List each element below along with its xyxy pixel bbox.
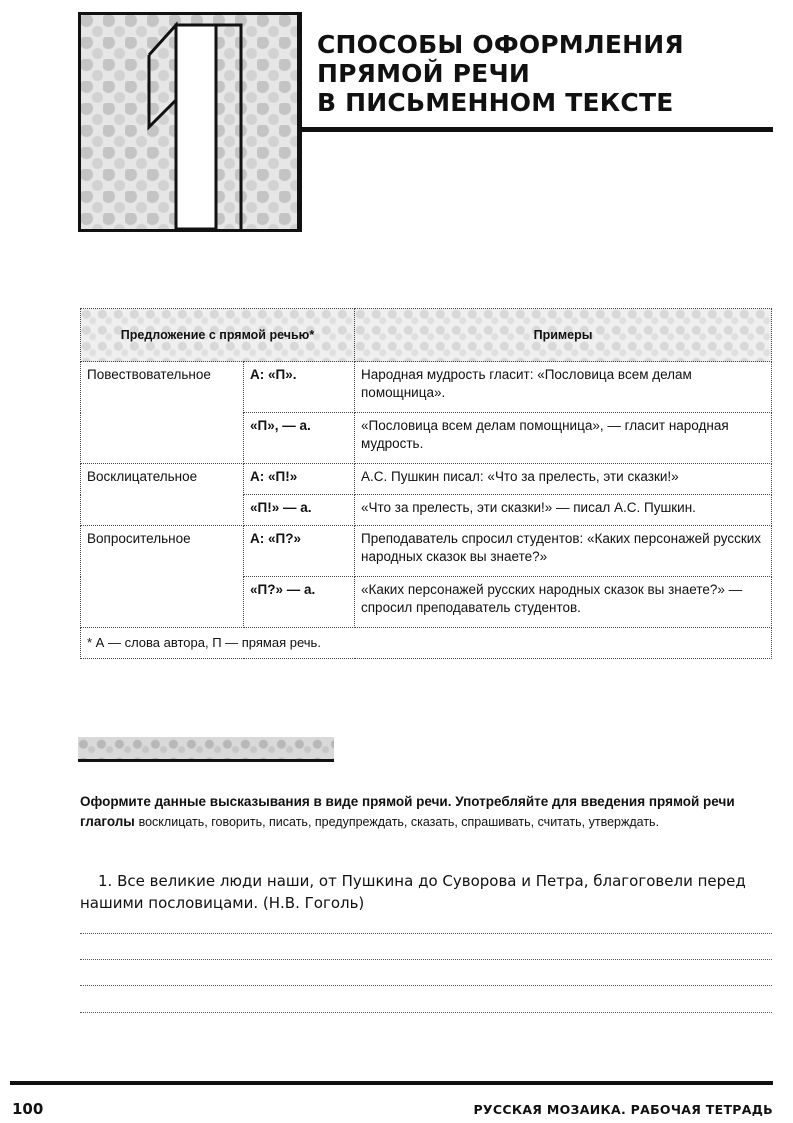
pattern-cell: «П?» — а. <box>244 577 355 628</box>
table-footnote-row <box>81 628 772 659</box>
instruction-verbs-text: восклицать, говорить, писать, предупреждать, сказать, спрашивать, считать, утверждать. <box>138 815 660 829</box>
exercise-band-rule <box>78 759 334 762</box>
pattern-cell: А: «П!» <box>244 464 355 495</box>
chapter-title-line-1: СПОСОБЫ ОФОРМЛЕНИЯ <box>317 30 684 59</box>
answer-line[interactable] <box>80 959 772 960</box>
sentence-type-cell: Вопросительное <box>81 526 244 628</box>
table-header-row <box>81 309 772 362</box>
instruction-bold-text: Оформите данные высказывания в виде прямой речи. Употребляйте для введения прямой речи глаголы <box>80 794 735 829</box>
pattern-cell: «П!» — а. <box>244 495 355 526</box>
example-cell: А.С. Пушкин писал: «Что за прелесть, эти сказки!» <box>355 464 772 495</box>
exercise-task-1: 1. Все великие люди наши, от Пушкина до Суворова и Петра, благоговели перед нашими пословицами. (Н.В. Гоголь) <box>80 872 746 912</box>
exercise-instructions <box>80 792 772 832</box>
pattern-cell: А: «П?» <box>244 526 355 577</box>
answer-line[interactable] <box>80 985 772 986</box>
sentence-type-cell: Повествовательное <box>81 362 244 464</box>
answer-line[interactable] <box>80 933 772 934</box>
answer-line[interactable] <box>80 1012 772 1013</box>
chapter-one-numeral-graphic <box>81 15 300 232</box>
direct-speech-table-wrapper <box>80 308 772 659</box>
example-cell: «Пословица всем делам помощница», — гласит народная мудрость. <box>355 413 772 464</box>
table-row <box>81 362 772 413</box>
page-number: 100 <box>12 1100 44 1118</box>
chapter-title-line-3: В ПИСЬМЕННОМ ТЕКСТЕ <box>317 88 674 117</box>
table-footnote: * А — слова автора, П — прямая речь. <box>81 628 772 659</box>
exercise-pattern-band <box>78 737 334 759</box>
example-cell: «Что за прелесть, эти сказки!» — писал А.С. Пушкин. <box>355 495 772 526</box>
example-cell: Народная мудрость гласит: «Пословица всем делам помощница». <box>355 362 772 413</box>
footer-rule <box>10 1081 773 1085</box>
example-cell: «Каких персонажей русских народных сказок вы знаете?» — спросил преподаватель студентов. <box>355 577 772 628</box>
pattern-cell: «П», — а. <box>244 413 355 464</box>
chapter-title <box>317 30 757 117</box>
table-row <box>81 526 772 577</box>
direct-speech-table <box>80 308 772 659</box>
table-header-sentence: Предложение с прямой речью* <box>81 309 355 362</box>
book-title: РУССКАЯ МОЗАИКА. РАБОЧАЯ ТЕТРАДЬ <box>473 1102 773 1117</box>
table-header-examples: Примеры <box>355 309 772 362</box>
header-vertical-rule <box>298 12 302 232</box>
chapter-title-line-2: ПРЯМОЙ РЕЧИ <box>317 59 530 88</box>
sentence-type-cell: Восклицательное <box>81 464 244 526</box>
chapter-number-art <box>78 12 300 232</box>
header-horizontal-rule <box>298 127 773 132</box>
pattern-cell: А: «П». <box>244 362 355 413</box>
example-cell: Преподаватель спросил студентов: «Каких персонажей русских народных сказок вы знаете?» <box>355 526 772 577</box>
table-row <box>81 464 772 495</box>
